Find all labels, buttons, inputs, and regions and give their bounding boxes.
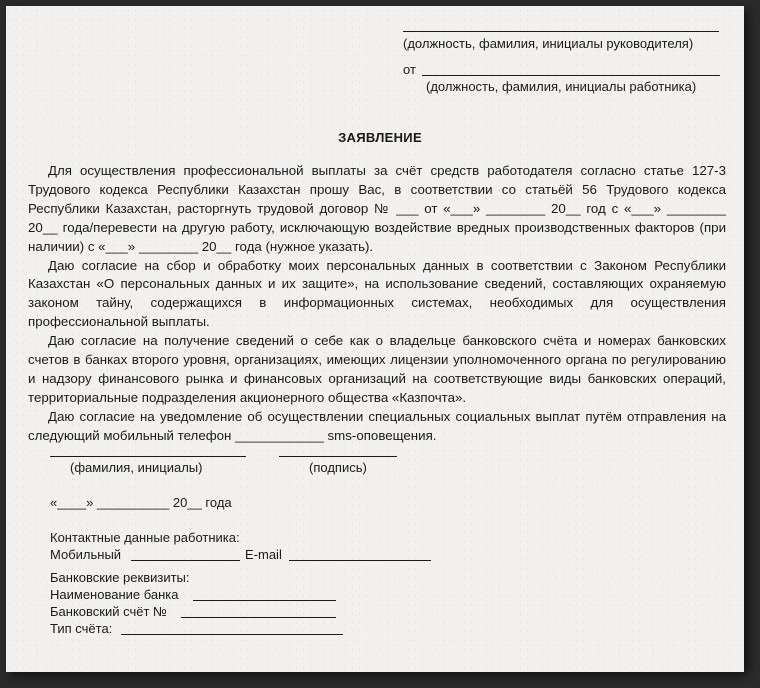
statement-body [28, 162, 726, 446]
signature-line [279, 456, 397, 457]
account-type-label: Тип счёта: [50, 621, 113, 636]
mobile-field-line [131, 560, 240, 561]
manager-caption: (должность, фамилия, инициалы руководителя) [403, 36, 694, 51]
paragraph-sms: Даю согласие на уведомление об осуществлении специальных социальных выплат путём отправления на следующий мобильный телефон ____________ sms-оповещения. [28, 408, 726, 443]
contacts-heading: Контактные данные работника: [50, 530, 240, 545]
name-signature-line [50, 456, 246, 457]
name-caption: (фамилия, инициалы) [70, 460, 203, 475]
account-field-line [181, 617, 336, 618]
document-title: ЗАЯВЛЕНИЕ [338, 130, 422, 145]
employee-caption: (должность, фамилия, инициалы работника) [426, 79, 697, 94]
email-label: E-mail [245, 547, 282, 562]
bank-name-label: Наименование банка [50, 587, 179, 602]
email-field-line [289, 560, 431, 561]
from-label: от [403, 62, 416, 77]
paragraph-bank-info: Даю согласие на получение сведений о себе как о владельце банковского счёта и номерах банковских счетов в банках второго уровня, организациях, имеющих лицензии уполномоченного органа по регулированию и надзору финансового рынка и финансовых организаций на соответствующие виды банковских операций, территориальные подразделения акционерного общества «Казпочта». [28, 333, 726, 405]
paragraph-dismissal: Для осуществления профессиональной выплаты за счёт средств работодателя согласно статье 127-3 Трудового кодекса Республики Казахстан прошу Вас, в соответствии со статьёй 56 Трудового кодекса Республики Казахстан, расторгнуть трудовой договор № ___ от «___» ________ 20__ год с «___» ________ 20__ года/перевести на другую работу, исключающую воздействие вредных производственных факторов (при наличии) с «___» ________ 20__ года (нужное указать). [28, 163, 726, 254]
account-type-field-line [121, 634, 343, 635]
signature-caption: (подпись) [309, 460, 367, 475]
bank-heading: Банковские реквизиты: [50, 570, 190, 585]
account-label: Банковский счёт № [50, 604, 167, 619]
employee-field-line [422, 75, 720, 76]
paragraph-personal-data: Даю согласие на сбор и обработку моих персональных данных в соответствии с Законом Республики Казахстан «О персональных данных и их защите», на использование сведений, составляющих охраняемую законом тайну, содержащихся в информационных системах, необходимых для осуществления профессиональной выплаты. [28, 257, 726, 330]
manager-field-line [403, 31, 719, 32]
bank-name-field-line [193, 600, 336, 601]
mobile-label: Мобильный [50, 547, 122, 562]
date-line: «____» __________ 20__ года [50, 495, 232, 510]
